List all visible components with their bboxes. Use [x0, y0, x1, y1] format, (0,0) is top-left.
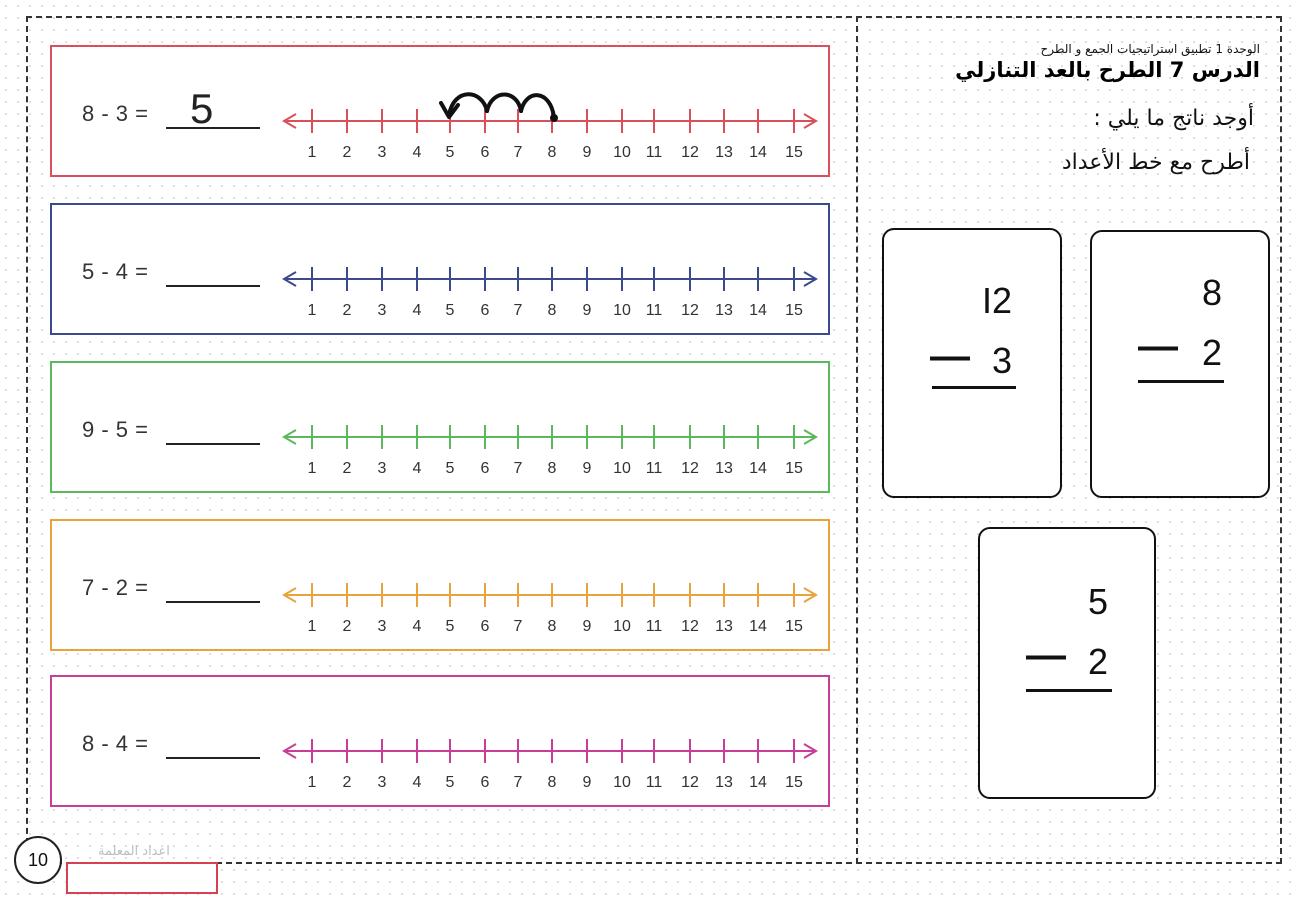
tick-label: 2: [342, 302, 352, 319]
tick-label: 1: [307, 144, 317, 161]
tick-label: 12: [681, 774, 699, 791]
tick-label: 1: [307, 618, 317, 635]
tick-label: 11: [645, 302, 663, 319]
tick-label: 2: [342, 774, 352, 791]
tick-label: 5: [445, 460, 455, 477]
tick-label: 3: [377, 618, 387, 635]
tick-label: 1: [307, 460, 317, 477]
lesson-title: الدرس 7 الطرح بالعد التنازلي: [955, 58, 1260, 82]
tick-label: 5: [445, 144, 455, 161]
subtraction-card: [978, 527, 1156, 799]
tick-label: 12: [681, 460, 699, 477]
subtrahend: 3: [991, 340, 1012, 381]
minus-sign: —: [930, 334, 970, 378]
number-line-row: [50, 361, 830, 493]
answer-rule: [1026, 689, 1112, 692]
tick-label: 13: [715, 302, 733, 319]
minuend: I2: [981, 280, 1012, 321]
tick-label: 2: [342, 144, 352, 161]
tick-label: 12: [681, 618, 699, 635]
tick-label: 10: [613, 144, 631, 161]
tick-label: 3: [377, 774, 387, 791]
tick-label: 7: [513, 618, 523, 635]
tick-label: 4: [412, 302, 422, 319]
number-line: [52, 677, 832, 809]
tick-label: 4: [412, 618, 422, 635]
equation: 9 - 5 =: [82, 417, 149, 442]
tick-label: 7: [513, 144, 523, 161]
tick-label: 7: [513, 774, 523, 791]
tick-label: 3: [377, 144, 387, 161]
unit-title: الوحدة 1 تطبيق استراتيجيات الجمع و الطرح: [1040, 42, 1260, 56]
equation: 5 - 4 =: [82, 259, 149, 284]
equation: 7 - 2 =: [82, 575, 149, 600]
tick-label: 13: [715, 144, 733, 161]
subtrahend: 2: [1201, 332, 1222, 373]
tick-label: 8: [547, 774, 557, 791]
tick-label: 13: [715, 460, 733, 477]
tick-label: 4: [412, 144, 422, 161]
tick-label: 14: [749, 460, 767, 477]
tick-label: 1: [307, 302, 317, 319]
subtrahend: 2: [1087, 641, 1108, 682]
instruction-line-1: أوجد ناتج ما يلي :: [1093, 106, 1254, 131]
tick-label: 15: [785, 144, 803, 161]
tick-label: 15: [785, 302, 803, 319]
tick-label: 7: [513, 302, 523, 319]
tick-label: 15: [785, 774, 803, 791]
tick-label: 6: [480, 774, 490, 791]
tick-label: 14: [749, 144, 767, 161]
tick-label: 11: [645, 460, 663, 477]
number-line-row: [50, 675, 830, 807]
tick-label: 9: [582, 144, 592, 161]
tick-label: 2: [342, 460, 352, 477]
subtraction-card: [882, 228, 1062, 498]
tick-label: 6: [480, 618, 490, 635]
tick-label: 13: [715, 618, 733, 635]
teacher-name-box: [66, 862, 218, 894]
tick-label: 6: [480, 302, 490, 319]
minus-sign: —: [1138, 324, 1178, 368]
tick-label: 6: [480, 460, 490, 477]
number-line-row: [50, 519, 830, 651]
instruction-line-2: أطرح مع خط الأعداد: [1061, 150, 1250, 175]
tick-label: 5: [445, 774, 455, 791]
answer-rule: [932, 386, 1016, 389]
tick-label: 12: [681, 144, 699, 161]
tick-label: 6: [480, 144, 490, 161]
tick-label: 10: [613, 774, 631, 791]
tick-label: 8: [547, 460, 557, 477]
tick-label: 4: [412, 460, 422, 477]
subtraction-card: [1090, 230, 1270, 498]
number-line-row: [50, 203, 830, 335]
tick-label: 15: [785, 618, 803, 635]
number-line: [52, 521, 832, 653]
tick-label: 7: [513, 460, 523, 477]
equation: 8 - 3 =: [82, 101, 149, 126]
tick-label: 15: [785, 460, 803, 477]
tick-label: 9: [582, 774, 592, 791]
tick-label: 10: [613, 618, 631, 635]
tick-label: 9: [582, 618, 592, 635]
tick-label: 11: [645, 774, 663, 791]
number-line: [52, 205, 832, 337]
tick-label: 5: [445, 618, 455, 635]
hop-arrows: [430, 85, 570, 135]
tick-label: 14: [749, 774, 767, 791]
tick-label: 9: [582, 460, 592, 477]
tick-label: 10: [613, 302, 631, 319]
number-line: [52, 363, 832, 495]
handwritten-answer: 5: [190, 85, 214, 132]
tick-label: 3: [377, 302, 387, 319]
tick-label: 11: [645, 618, 663, 635]
tick-label: 11: [645, 144, 663, 161]
tick-label: 14: [749, 618, 767, 635]
minus-sign: —: [1026, 633, 1066, 677]
column-divider: [856, 16, 858, 864]
prepared-by-label: اعداد المعلمة: [98, 844, 170, 859]
tick-label: 12: [681, 302, 699, 319]
minuend: 8: [1201, 272, 1222, 313]
equation: 8 - 4 =: [82, 731, 149, 756]
tick-label: 8: [547, 144, 557, 161]
tick-label: 4: [412, 774, 422, 791]
tick-label: 10: [613, 460, 631, 477]
tick-label: 1: [307, 774, 317, 791]
answer-rule: [1138, 380, 1224, 383]
tick-label: 8: [547, 302, 557, 319]
tick-label: 3: [377, 460, 387, 477]
tick-label: 9: [582, 302, 592, 319]
tick-label: 5: [445, 302, 455, 319]
tick-label: 14: [749, 302, 767, 319]
page-number: 10: [14, 836, 62, 884]
tick-label: 8: [547, 618, 557, 635]
tick-label: 2: [342, 618, 352, 635]
minuend: 5: [1087, 581, 1108, 622]
tick-label: 13: [715, 774, 733, 791]
